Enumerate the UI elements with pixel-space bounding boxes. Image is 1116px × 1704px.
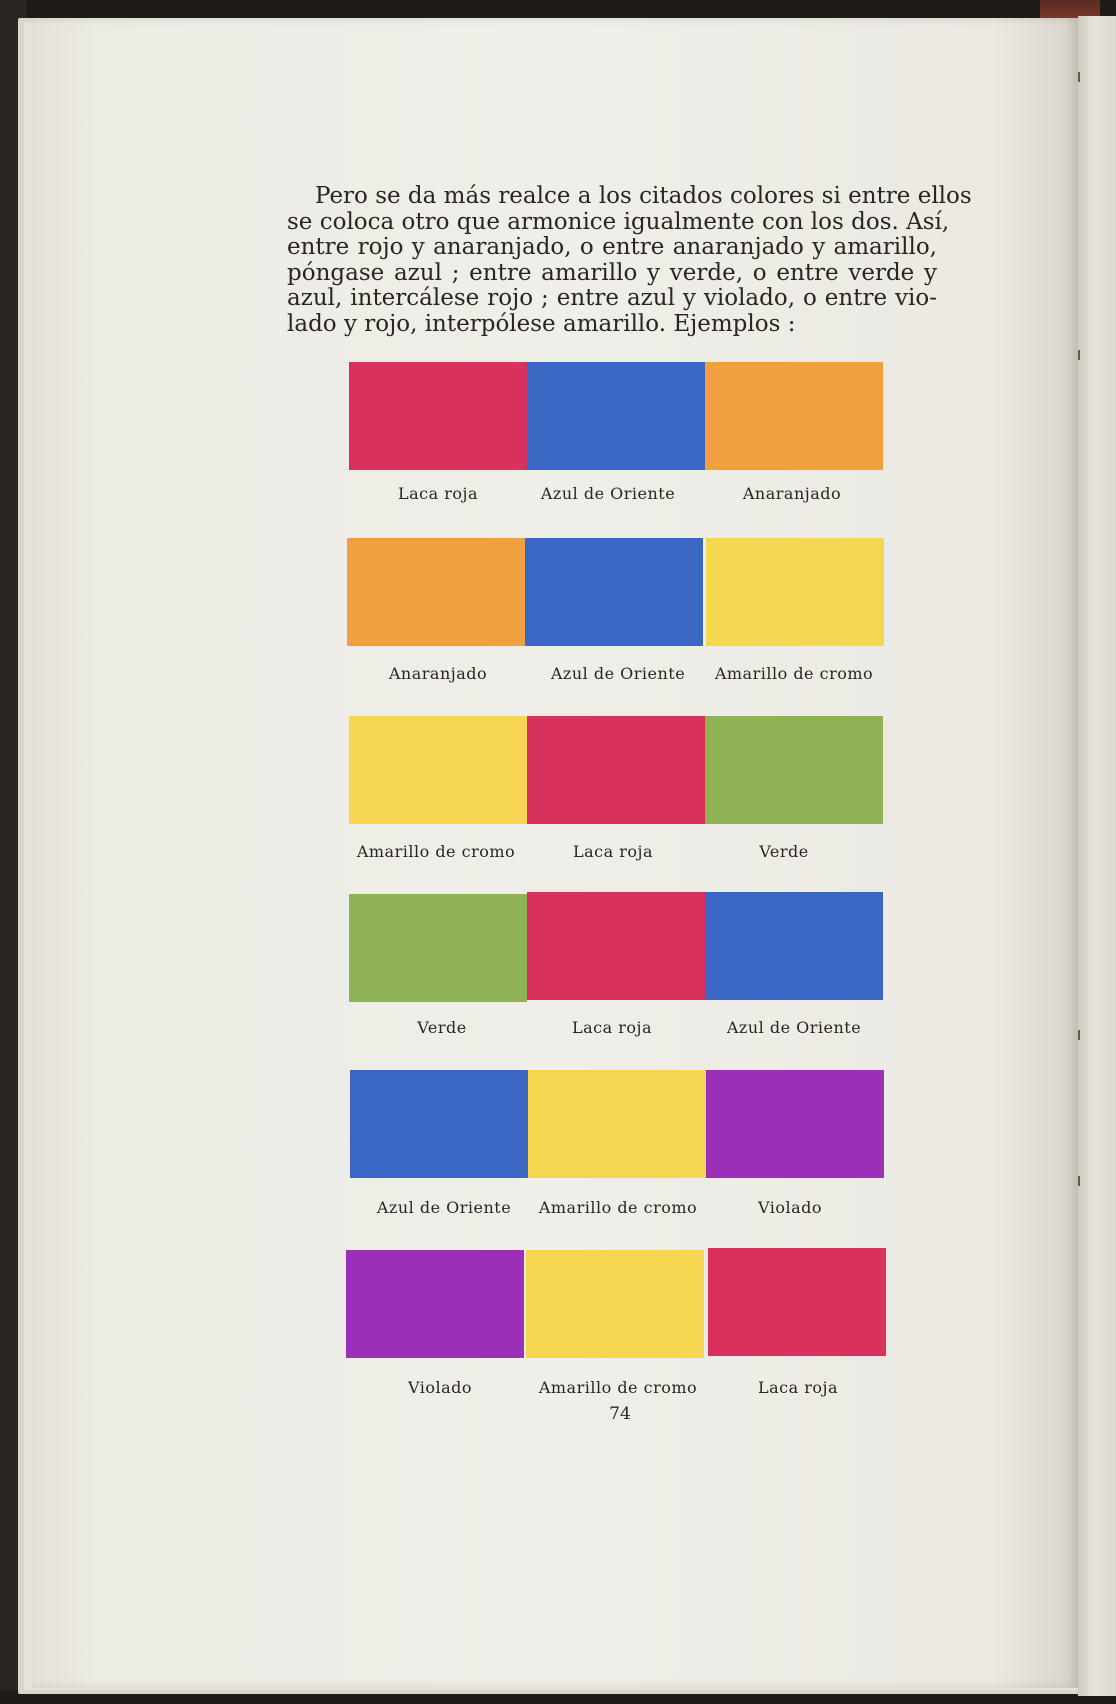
swatch-label: Amarillo de cromo <box>538 1198 698 1217</box>
paragraph-line: entre rojo y anaranjado, o entre anaranjado y amarillo, <box>287 234 937 261</box>
example-row <box>0 716 1116 886</box>
color-swatch <box>526 1250 704 1358</box>
swatch-label: Laca roja <box>571 1018 653 1037</box>
swatch-label: Laca roja <box>757 1378 839 1397</box>
swatch-label: Azul de Oriente <box>376 1198 512 1217</box>
color-swatch <box>527 362 705 470</box>
paragraph-line: se coloca otro que armonice igualmente con los dos. Así, <box>287 208 950 235</box>
paragraph-line: Pero se da más realce a los citados colores si entre ellos <box>315 183 972 209</box>
paragraph-line: azul, intercálese rojo ; entre azul y violado, o entre vio- <box>287 285 937 312</box>
color-swatch <box>527 716 705 824</box>
color-swatch <box>706 538 884 646</box>
example-row <box>0 538 1116 708</box>
swatch-label: Violado <box>757 1198 823 1217</box>
example-row <box>0 892 1116 1062</box>
swatch-label: Violado <box>407 1378 473 1397</box>
paragraph-line: lado y rojo, interpólese amarillo. Ejemplos : <box>287 310 796 337</box>
color-swatch <box>349 716 527 824</box>
swatch-label: Azul de Oriente <box>550 664 686 683</box>
color-swatch <box>528 1070 706 1178</box>
color-swatch <box>349 894 527 1002</box>
color-swatch <box>705 892 883 1000</box>
paragraph-line: póngase azul ; entre amarillo y verde, o entre verde y <box>287 259 937 286</box>
body-paragraph <box>287 183 972 338</box>
swatch-label: Laca roja <box>397 484 479 503</box>
color-swatch <box>706 1070 884 1178</box>
swatch-label: Amarillo de cromo <box>356 842 516 861</box>
color-swatch <box>347 538 525 646</box>
color-swatch <box>349 362 527 470</box>
swatch-label: Azul de Oriente <box>726 1018 862 1037</box>
color-swatch <box>708 1248 886 1356</box>
color-swatch <box>705 716 883 824</box>
example-row <box>0 362 1116 532</box>
example-row <box>0 1070 1116 1240</box>
swatch-label: Azul de Oriente <box>540 484 676 503</box>
swatch-label: Amarillo de cromo <box>714 664 874 683</box>
swatch-label: Verde <box>759 842 809 861</box>
swatch-label: Verde <box>417 1018 467 1037</box>
example-row <box>0 1250 1116 1420</box>
swatch-label: Anaranjado <box>742 484 842 503</box>
color-swatch <box>527 892 705 1000</box>
swatch-label: Amarillo de cromo <box>538 1378 698 1397</box>
swatch-label: Anaranjado <box>388 664 488 683</box>
page-number: 74 <box>609 1404 631 1424</box>
color-swatch <box>705 362 883 470</box>
color-swatch <box>346 1250 524 1358</box>
color-swatch <box>350 1070 528 1178</box>
color-swatch <box>525 538 703 646</box>
swatch-label: Laca roja <box>572 842 654 861</box>
